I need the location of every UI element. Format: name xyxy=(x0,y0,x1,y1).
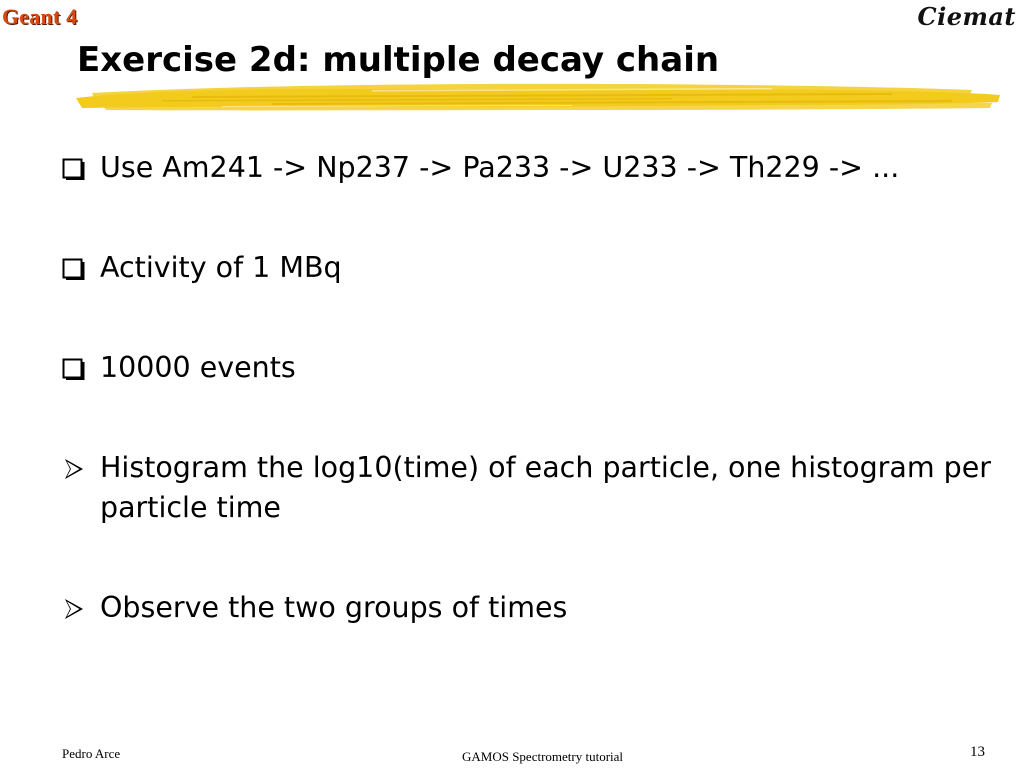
bullet-text: Histogram the log10(time) of each particle, one histogram per particle time xyxy=(100,451,992,524)
arrowhead-icon xyxy=(62,588,94,628)
bullet-list xyxy=(62,148,1002,628)
slide-title: Exercise 2d: multiple decay chain xyxy=(77,40,720,80)
geant4-logo: Geant 4 xyxy=(2,4,78,29)
ciemat-logo: Ciemat xyxy=(917,2,1016,31)
checkbox-icon xyxy=(62,348,94,388)
bullet-item xyxy=(62,448,1002,528)
bullet-item xyxy=(62,148,1002,188)
bullet-item xyxy=(62,588,1002,628)
bullet-text: Use Am241 -> Np237 -> Pa233 -> U233 -> Th229 -> ... xyxy=(100,151,900,184)
bullet-item xyxy=(62,348,1002,388)
arrowhead-icon xyxy=(62,448,94,488)
checkbox-icon xyxy=(62,248,94,288)
page-number: 13 xyxy=(970,744,985,760)
bullet-text: 10000 events xyxy=(100,351,296,384)
bullet-text: Observe the two groups of times xyxy=(100,591,568,624)
bullet-text: Activity of 1 MBq xyxy=(100,251,342,284)
footer-course-title: GAMOS Spectrometry tutorial xyxy=(462,749,624,764)
bullet-item xyxy=(62,248,1002,288)
footer-author: Pedro Arce xyxy=(62,746,121,761)
checkbox-icon xyxy=(62,148,94,188)
title-brush-stroke xyxy=(72,78,1004,118)
